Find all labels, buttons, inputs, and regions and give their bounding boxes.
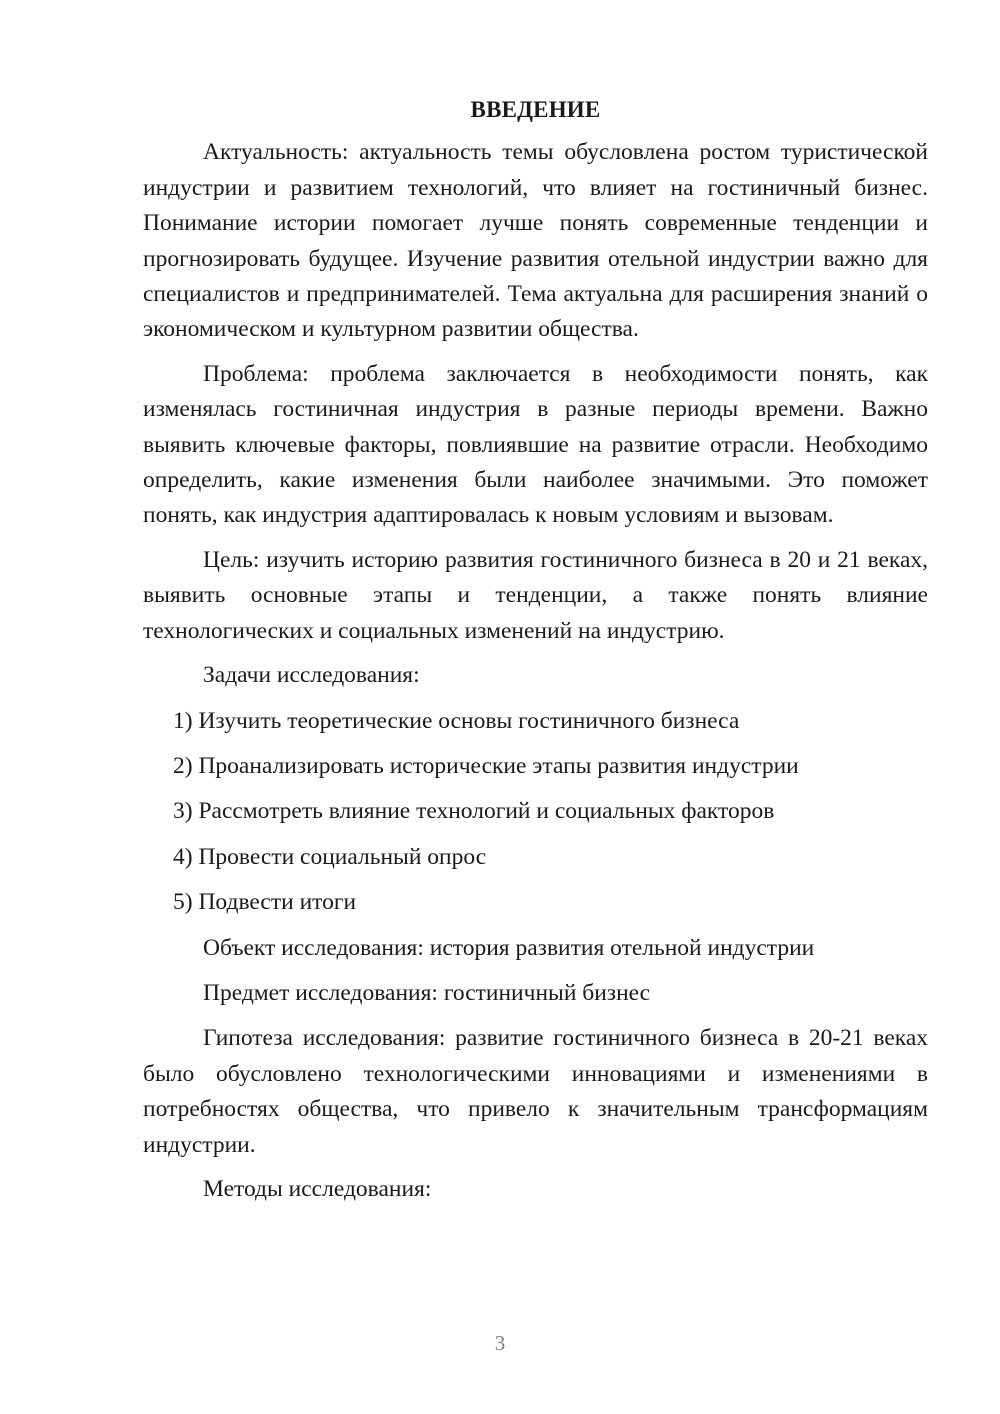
relevance-paragraph: Актуальность: актуальность темы обусловлена ростом туристической индустрии и развитием технологий, что влияет на гостиничный бизнес. Понимание истории помогает лучше понять современные тенденции и прогнозировать будущее. Изучение развития отельной индустрии важно для специалистов и предпринимателей. Тема актуальна для расширения знаний о экономическом и культурном развитии общества. xyxy=(143,139,928,343)
task-item-5: 5) Подвести итоги xyxy=(173,889,357,916)
task-item-2: 2) Проанализировать исторические этапы развития индустрии xyxy=(173,752,799,779)
document-page xyxy=(143,92,928,1217)
task-item-4: 4) Провести социальный опрос xyxy=(173,843,487,870)
research-subject: Предмет исследования: гостиничный бизнес xyxy=(203,979,651,1006)
task-item-1: 1) Изучить теоретические основы гостиничного бизнеса xyxy=(173,707,740,734)
tasks-label: Задачи исследования: xyxy=(203,662,420,689)
hypothesis-paragraph: Гипотеза исследования: развитие гостиничного бизнеса в 20-21 веках было обусловлено технологическими инновациями и изменениями в потребностях общества, что привело к значительным трансформациям индустрии. xyxy=(143,1025,928,1158)
problem-paragraph: Проблема: проблема заключается в необходимости понять, как изменялась гостиничная индустрия в разные периоды времени. Важно выявить ключевые факторы, повлиявшие на развитие отрасли. Необходимо определить, какие изменения были наиболее значимыми. Это поможет понять, как индустрия адаптировалась к новым условиям и вызовам. xyxy=(143,360,928,529)
research-object: Объект исследования: история развития отельной индустрии xyxy=(203,934,815,961)
page-title: ВВЕДЕНИЕ xyxy=(470,97,601,122)
methods-label: Методы исследования: xyxy=(203,1175,432,1202)
page-number: 3 xyxy=(494,1331,506,1355)
task-item-3: 3) Рассмотреть влияние технологий и социальных факторов xyxy=(173,798,775,825)
goal-paragraph: Цель: изучить историю развития гостиничного бизнеса в 20 и 21 веках, выявить основные этапы и тенденции, а также понять влияние технологических и социальных изменений на индустрию. xyxy=(143,546,928,644)
